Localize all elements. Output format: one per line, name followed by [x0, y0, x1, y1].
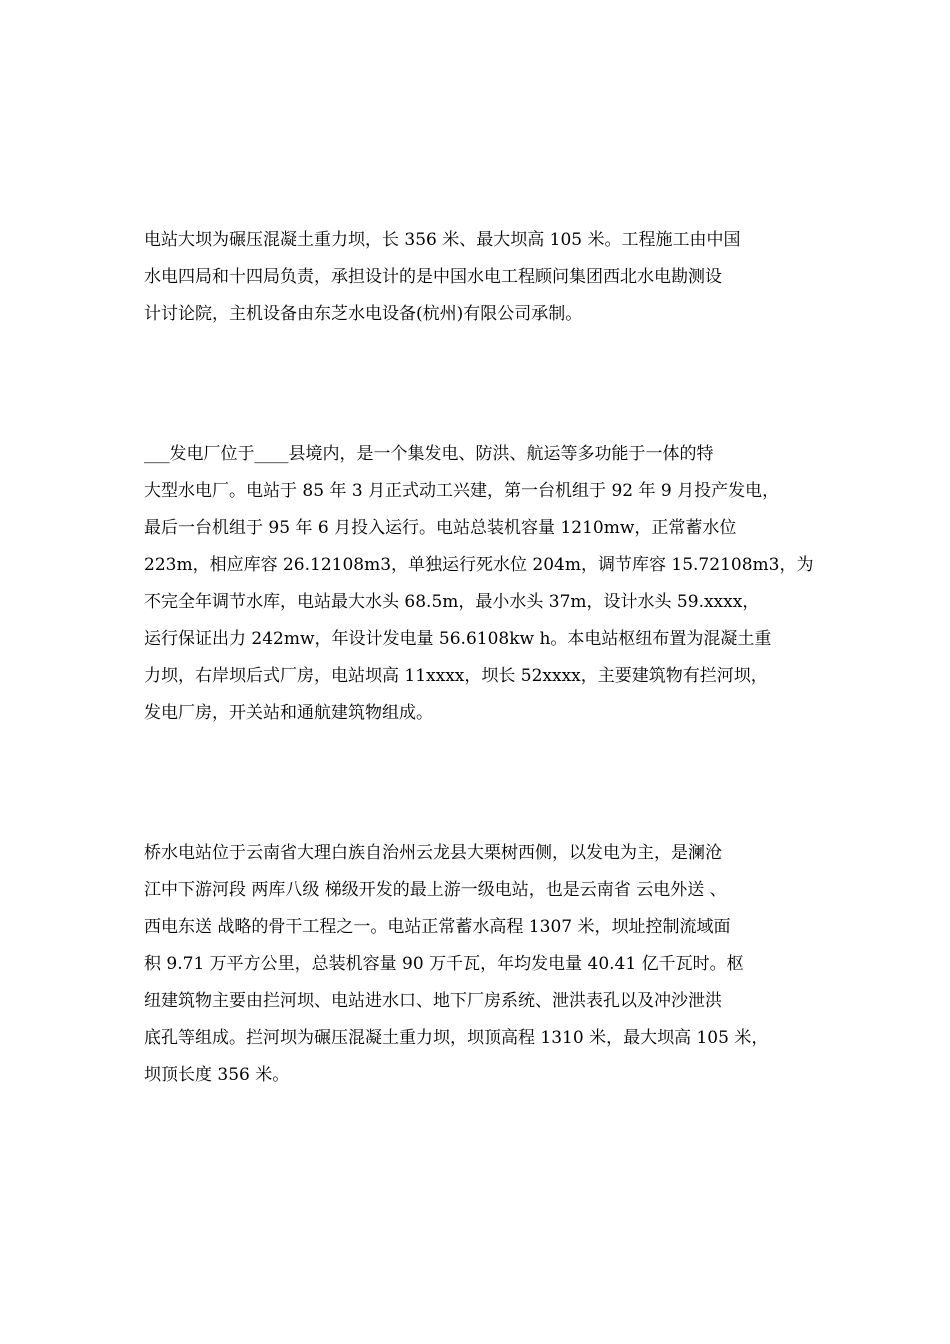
text-line: 坝顶长度 356 米。	[144, 1065, 290, 1085]
text-line: 大型水电厂。电站于 85 年 3 月正式动工兴建，第一台机组于 92 年 9 月投产发电，	[144, 481, 780, 501]
paragraph-power-plant-description	[144, 436, 814, 732]
text-line: 电站大坝为碾压混凝土重力坝，长 356 米、最大坝高 105 米。工程施工由中国	[144, 230, 741, 250]
text-line: 纽建筑物主要由拦河坝、电站进水口、地下厂房系统、泄洪表孔以及冲沙泄洪	[144, 991, 722, 1011]
text-line: 223m，相应库容 26.12108m3，单独运行死水位 204m，调节库容 15.72108m3，为	[144, 555, 814, 575]
paragraph-dam-description	[144, 222, 814, 333]
text-line: 底孔等组成。拦河坝为碾压混凝土重力坝，坝顶高程 1310 米，最大坝高 105 米，	[144, 1028, 769, 1048]
text-line: 积 9.71 万平方公里，总装机容量 90 万千瓦，年均发电量 40.41 亿千瓦时。枢	[144, 954, 744, 974]
text-line: 不完全年调节水库，电站最大水头 68.5m，最小水头 37m，设计水头 59.xxxx，	[144, 592, 760, 612]
text-line: 江中下游河段 两库八级 梯级开发的最上游一级电站，也是云南省 云电外送 、	[144, 880, 727, 900]
text-line: 运行保证出力 242mw，年设计发电量 56.6108kw h。本电站枢纽布置为混凝土重	[144, 629, 772, 649]
text-line: 桥水电站位于云南省大理白族自治州云龙县大栗树西侧，以发电为主，是澜沧	[144, 843, 722, 863]
text-line: 西电东送 战略的骨干工程之一。电站正常蓄水高程 1307 米，坝址控制流域面	[144, 917, 731, 937]
text-line: 计讨论院，主机设备由东芝水电设备(杭州)有限公司承制。	[144, 304, 583, 324]
text-line: 水电四局和十四局负责，承担设计的是中国水电工程顾问集团西北水电勘测设	[144, 267, 722, 287]
text-line: 发电厂房，开关站和通航建筑物组成。	[144, 703, 433, 723]
text-line: ___发电厂位于____县境内，是一个集发电、防洪、航运等多功能于一体的特	[144, 444, 714, 464]
text-line: 最后一台机组于 95 年 6 月投入运行。电站总装机容量 1210mw，正常蓄水位	[144, 518, 737, 538]
text-line: 力坝，右岸坝后式厂房，电站坝高 11xxxx，坝长 52xxxx，主要建筑物有拦河坝，	[144, 666, 768, 686]
paragraph-hydropower-station-description	[144, 835, 814, 1094]
